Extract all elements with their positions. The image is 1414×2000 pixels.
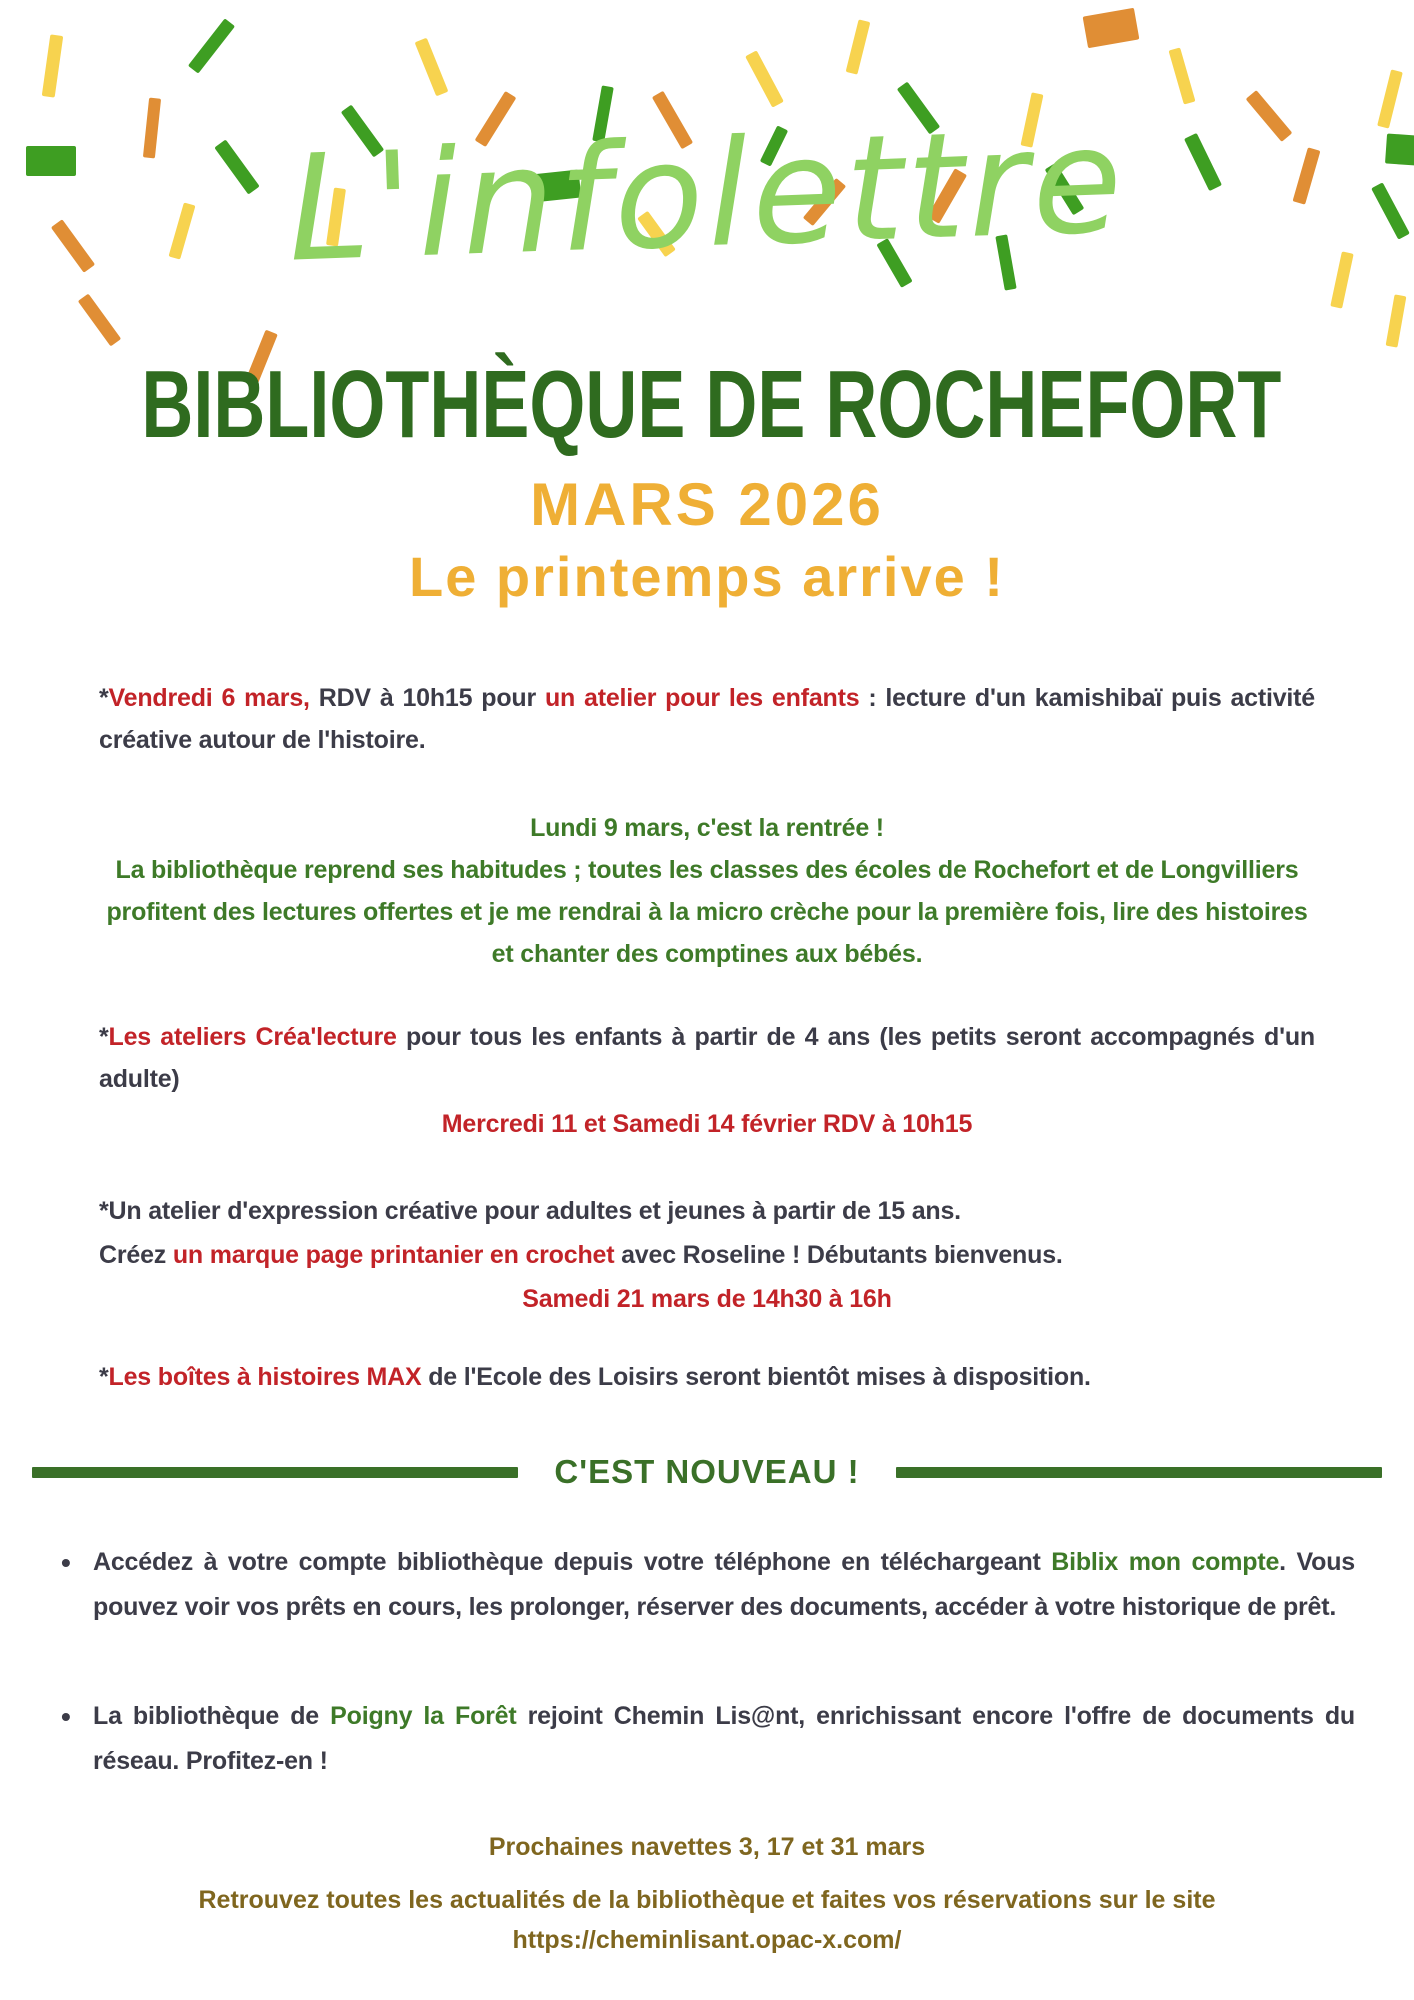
footer-reservations-info: Retrouvez toutes les actualités de la bibliothèque et faites vos réservations sur le site <box>198 1886 1216 1914</box>
text-segment: Biblix mon compte <box>1051 1548 1280 1576</box>
text-segment: * <box>99 1023 109 1051</box>
text-segment: Créez <box>99 1241 173 1269</box>
section-nouveau-header <box>32 1452 1382 1492</box>
library-name-heading: BIBLIOTHÈQUE DE ROCHEFORT <box>141 351 1282 458</box>
text-segment: un atelier pour les enfants <box>544 684 860 712</box>
text-segment: La bibliothèque reprend ses habitudes ; toutes les classes des écoles de Rochefort et de Longvilliers profitent des lectures offertes et je me rendrai à la micro crèche pour la première fois, lire des histoires et chanter des comptines aux bébés. <box>106 856 1308 968</box>
text-segment: Les boîtes à histoires MAX <box>108 1363 422 1391</box>
paragraph-ateliers-crealecture <box>99 1016 1315 1100</box>
paragraph-atelier-enfants <box>99 677 1315 761</box>
confetti-piece <box>42 34 64 97</box>
text-segment: : lecture d'un kamishibaï puis activité créative autour de l'histoire. <box>99 684 1316 754</box>
paragraph-atelier-expression <box>99 1189 1315 1277</box>
text-segment: pour tous les enfants à partir de 4 ans (les petits seront accompagnés d'un adulte) <box>99 1023 1315 1093</box>
confetti-piece <box>1083 8 1140 49</box>
confetti-piece <box>846 19 871 74</box>
text-segment: Samedi 21 mars de 14h30 à 16h <box>522 1285 892 1313</box>
left-divider-bar <box>32 1467 518 1478</box>
date-line-mercredi-samedi <box>99 1103 1315 1145</box>
text-segment: Lundi 9 mars, c'est la rentrée ! <box>530 814 884 842</box>
text-segment: * <box>99 684 109 712</box>
text-segment: un marque page printanier en crochet <box>172 1241 615 1269</box>
confetti-piece <box>1386 294 1407 347</box>
text-segment: Vendredi 6 mars, <box>108 684 310 712</box>
confetti-piece <box>188 18 235 73</box>
footer-site-url[interactable]: https://cheminlisant.opac-x.com/ <box>512 1926 902 1954</box>
section-title-nouveau: C'EST NOUVEAU ! <box>554 1453 860 1490</box>
text-segment: . Vous pouvez voir vos prêts en cours, les prolonger, réserver des documents, accéder à votre historique de prêt. <box>93 1548 1355 1621</box>
text-segment: avec Roseline ! Débutants bienvenus. <box>614 1241 1063 1269</box>
footer-navettes: Prochaines navettes 3, 17 et 31 mars <box>488 1833 926 1861</box>
paragraph-rentree <box>99 807 1315 975</box>
bullet-item-poigny <box>55 1694 1355 1784</box>
bullet-item-biblix <box>55 1540 1355 1630</box>
confetti-piece <box>745 50 784 107</box>
text-segment: rejoint Chemin Lis@nt, enrichissant encore l'offre de documents du réseau. Profitez-en ! <box>93 1702 1355 1775</box>
tagline-heading: Le printemps arrive ! <box>409 545 1005 608</box>
text-segment: Mercredi 11 et Samedi 14 février RDV à 10h15 <box>441 1110 973 1138</box>
newsletter-script-title: L'infolettre <box>285 95 1129 295</box>
text-segment: RDV à 10h15 pour <box>309 684 545 712</box>
paragraph-boites-histoires <box>99 1356 1315 1398</box>
text-segment: Accédez à votre compte bibliothèque depuis votre téléphone en téléchargeant <box>93 1548 1052 1576</box>
text-segment: *Un atelier d'expression créative pour adultes et jeunes à partir de 15 ans. <box>99 1197 961 1225</box>
right-divider-bar <box>896 1467 1382 1478</box>
date-line-samedi-21-mars <box>99 1278 1315 1320</box>
confetti-piece <box>415 38 449 97</box>
issue-month-heading: MARS 2026 <box>530 471 884 538</box>
text-segment: de l'Ecole des Loisirs seront bientôt mises à disposition. <box>421 1363 1091 1391</box>
text-segment: * <box>99 1363 109 1391</box>
text-segment: Poigny la Forêt <box>330 1702 517 1730</box>
text-segment: La bibliothèque de <box>93 1702 331 1730</box>
text-segment: Les ateliers Créa'lecture <box>108 1023 397 1051</box>
confetti-piece <box>1330 251 1353 308</box>
